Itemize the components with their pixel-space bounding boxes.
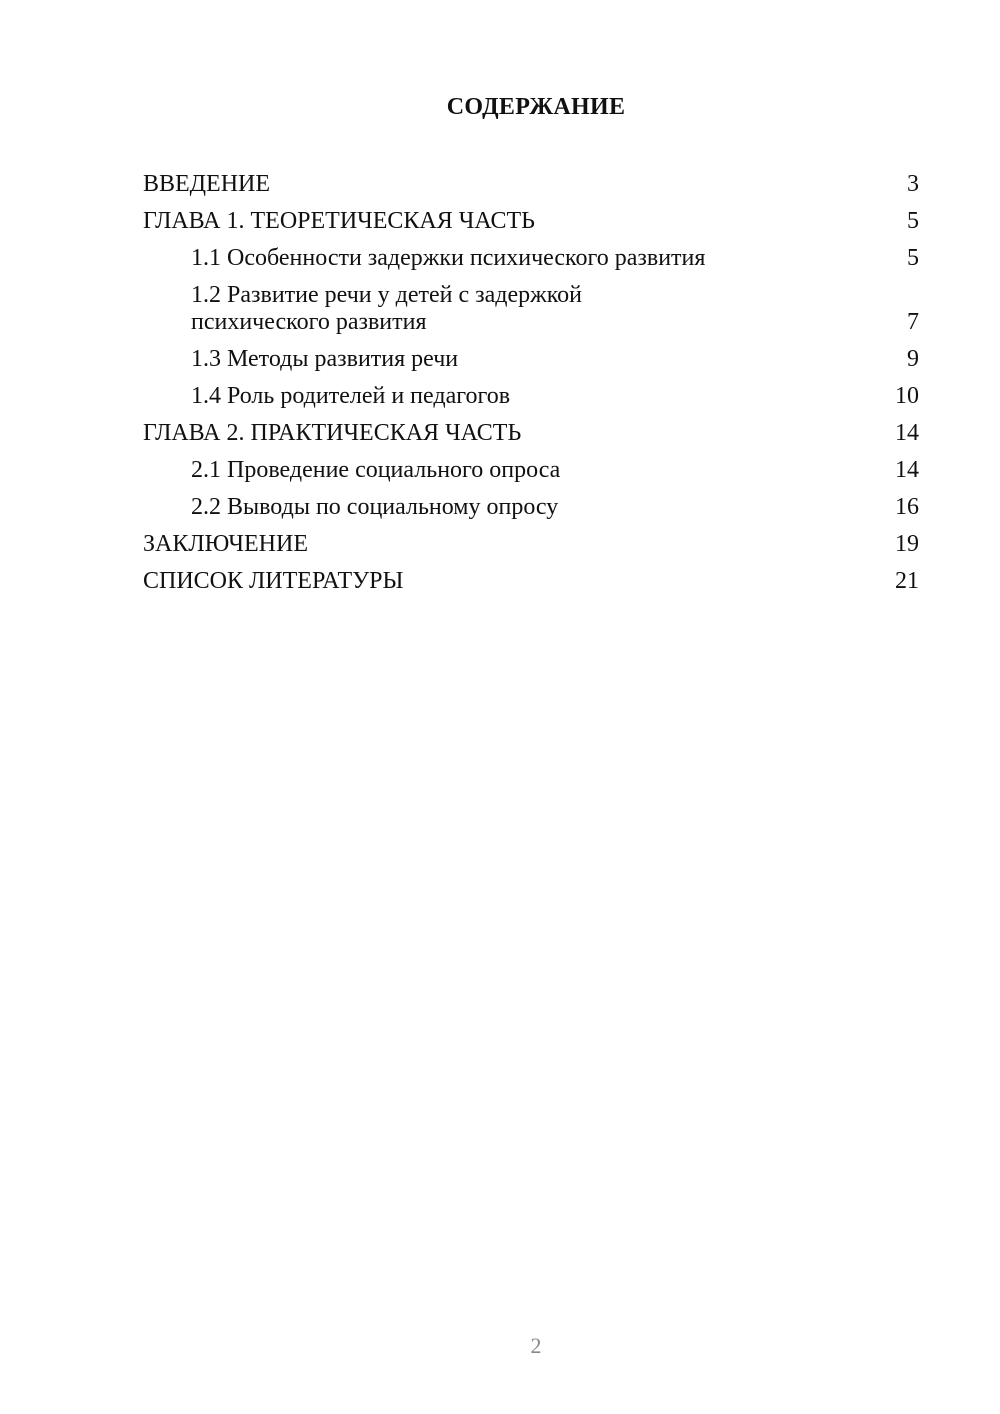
- toc-entry-page: 19: [895, 531, 919, 557]
- toc-subentry-page: 14: [895, 457, 919, 483]
- toc-subentry-page: 16: [895, 494, 919, 520]
- toc-subentry-page: 10: [895, 383, 919, 409]
- toc-entry-page: 5: [907, 208, 919, 234]
- toc-subentry[interactable]: [143, 277, 919, 341]
- toc-entry[interactable]: [143, 166, 919, 203]
- toc-entry-page: 21: [895, 568, 919, 594]
- toc-subentry-label: 2.1 Проведение социального опроса: [191, 457, 561, 483]
- page-title: СОДЕРЖАНИЕ: [446, 94, 626, 120]
- toc-entry-label: ГЛАВА 2. ПРАКТИЧЕСКАЯ ЧАСТЬ: [143, 420, 522, 446]
- toc-entry[interactable]: [143, 415, 919, 452]
- toc-subentry-page: 7: [907, 309, 919, 335]
- toc-subentry[interactable]: [143, 240, 919, 277]
- toc-subentry-label: 1.2 Развитие речи у детей с задержкой психического развития: [191, 282, 582, 335]
- toc-entry-label: СПИСОК ЛИТЕРАТУРЫ: [143, 568, 404, 594]
- toc-subentry-label: 2.2 Выводы по социальному опросу: [191, 494, 559, 520]
- toc-entry-label: ВВЕДЕНИЕ: [143, 171, 271, 197]
- page-number: 2: [530, 1333, 542, 1358]
- table-of-contents: [143, 166, 919, 600]
- toc-entry-page: 3: [907, 171, 919, 197]
- toc-entry[interactable]: [143, 563, 919, 600]
- toc-entry-page: 14: [895, 420, 919, 446]
- toc-subentry-label: 1.1 Особенности задержки психического развития: [191, 245, 706, 271]
- toc-subentry-page: 9: [907, 346, 919, 372]
- toc-entry[interactable]: [143, 526, 919, 563]
- toc-subentry-label: 1.3 Методы развития речи: [191, 346, 459, 372]
- toc-entry-label: ЗАКЛЮЧЕНИЕ: [143, 531, 308, 557]
- toc-subentry[interactable]: [143, 378, 919, 415]
- toc-subentry-label: 1.4 Роль родителей и педагогов: [191, 383, 511, 409]
- toc-subentry-page: 5: [907, 245, 919, 271]
- toc-entry-label: ГЛАВА 1. ТЕОРЕТИЧЕСКАЯ ЧАСТЬ: [143, 208, 535, 234]
- toc-subentry[interactable]: [143, 489, 919, 526]
- toc-subentry[interactable]: [143, 341, 919, 378]
- toc-entry[interactable]: [143, 203, 919, 240]
- toc-subentry[interactable]: [143, 452, 919, 489]
